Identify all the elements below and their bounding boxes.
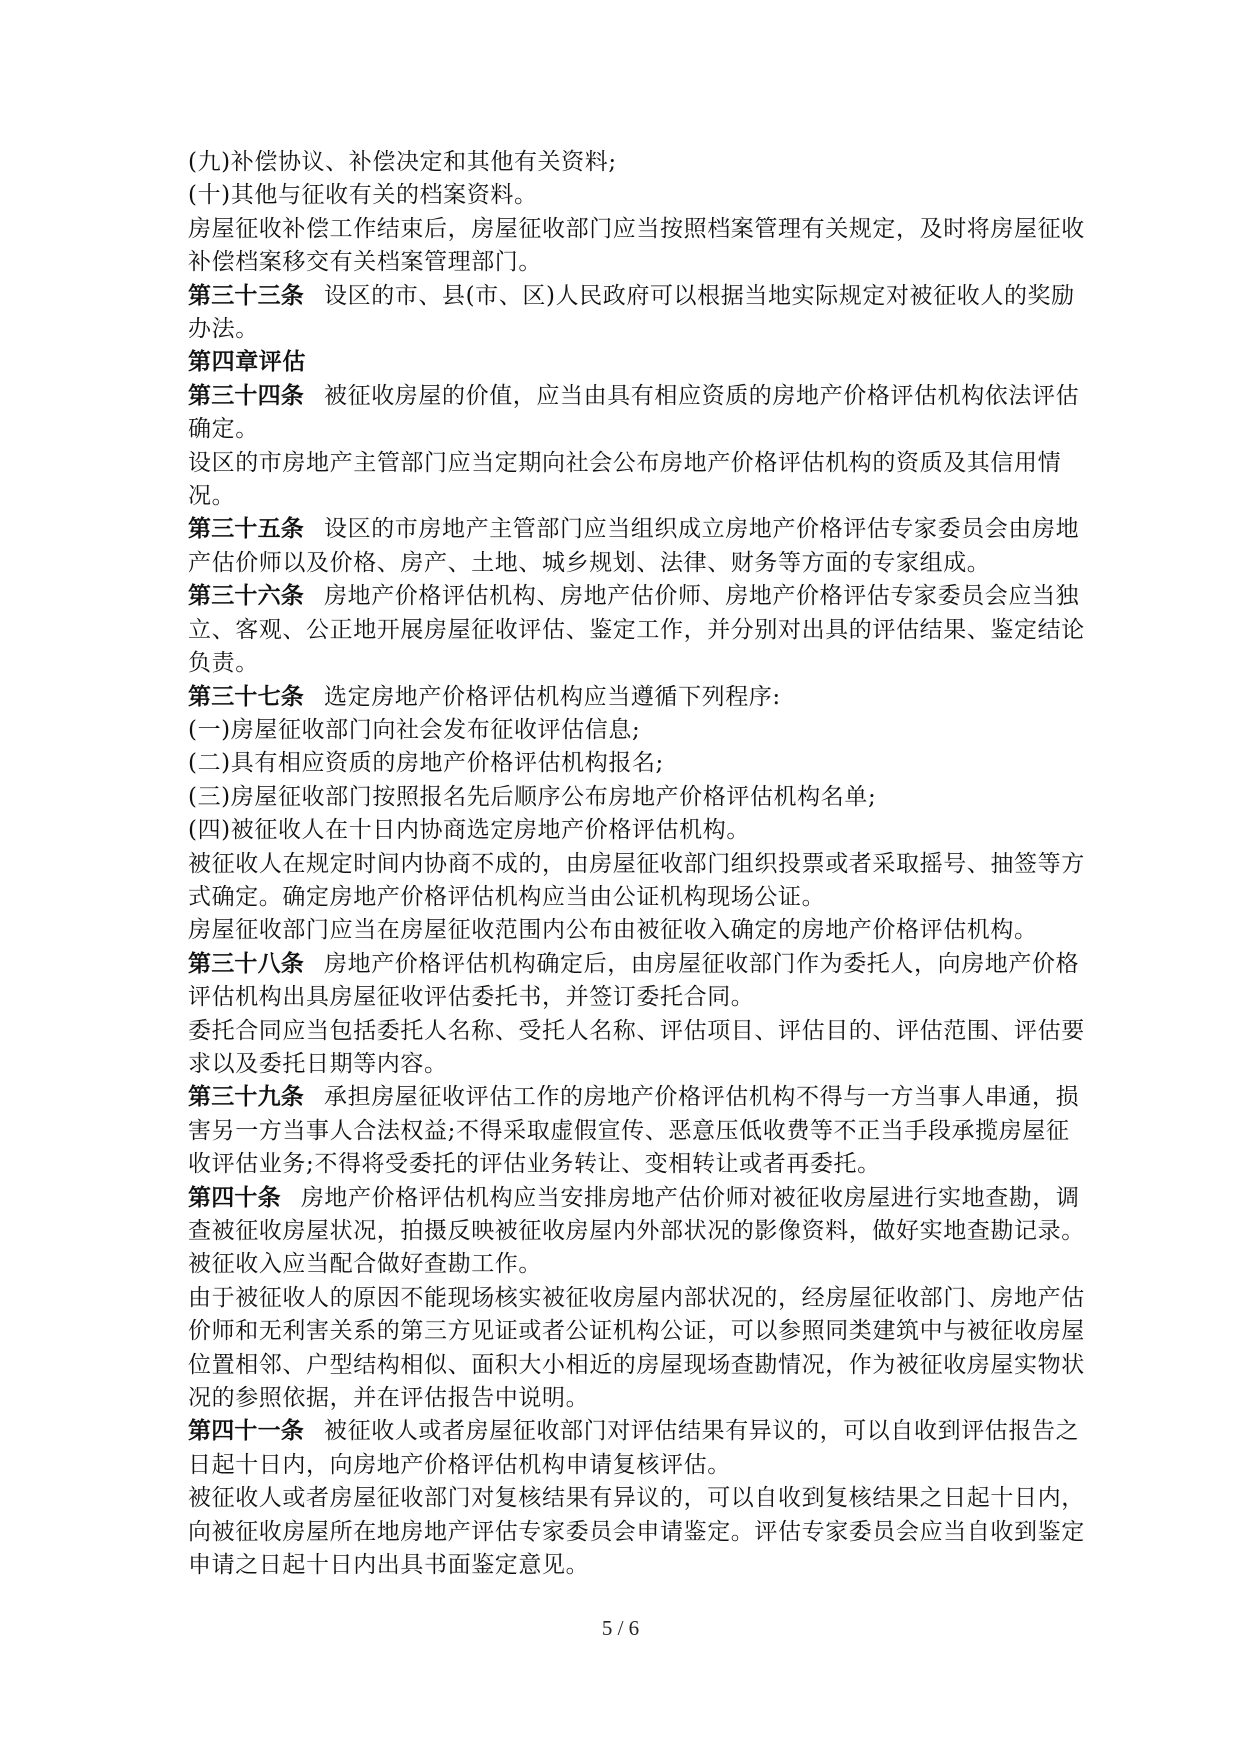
document-body	[188, 146, 1088, 1582]
article-text: 房地产价格评估机构、房地产估价师、房地产价格评估专家委员会应当独立、客观、公正地开展房屋征收评估、鉴定工作，并分别对出具的评估结果、鉴定结论负责。	[188, 583, 1085, 677]
paragraph: 被征收人或者房屋征收部门对复核结果有异议的，可以自收到复核结果之日起十日内，向被征收房屋所在地房地产评估专家委员会申请鉴定。评估专家委员会应当自收到鉴定申请之日起十日内出具书面鉴定意见。	[188, 1485, 1085, 1579]
article-text: 设区的市、县(市、区)人民政府可以根据当地实际规定对被征收人的奖励办法。	[188, 282, 1075, 343]
paragraph: 委托合同应当包括委托人名称、受托人名称、评估项目、评估目的、评估范围、评估要求以及委托日期等内容。	[188, 1017, 1085, 1077]
list-item: (四)被征收人在十日内协商选定房地产价格评估机构。	[188, 817, 750, 844]
list-item: (三)房屋征收部门按照报名先后顺序公布房地产价格评估机构名单;	[188, 783, 877, 810]
article-paragraph	[188, 280, 1088, 347]
article-paragraph	[188, 1182, 1088, 1282]
article-number: 第三十六条	[188, 583, 304, 610]
page-number: 5 / 6	[601, 1616, 640, 1640]
article-paragraph	[188, 948, 1088, 1015]
article-paragraph	[188, 681, 1088, 714]
paragraph: 房屋征收部门应当在房屋征收范围内公布由被征收入确定的房地产价格评估机构。	[188, 917, 1038, 944]
paragraph: (九)补偿协议、补偿决定和其他有关资料;	[188, 149, 617, 175]
list-item: (二)具有相应资质的房地产价格评估机构报名;	[188, 750, 664, 777]
paragraph: 设区的市房地产主管部门应当定期向社会公布房地产价格评估机构的资质及其信用情况。	[188, 449, 1062, 510]
chapter-heading: 第四章评估	[188, 349, 306, 376]
article-paragraph	[188, 1415, 1088, 1482]
article-number: 第三十七条	[188, 683, 304, 710]
article-text: 选定房地产价格评估机构应当遵循下列程序:	[324, 683, 781, 710]
article-number: 第四十条	[188, 1184, 281, 1211]
article-text: 房地产价格评估机构确定后，由房屋征收部门作为委托人，向房地产价格评估机构出具房屋征收评估委托书，并签订委托合同。	[188, 950, 1080, 1011]
article-paragraph	[188, 1081, 1088, 1181]
article-text: 被征收人或者房屋征收部门对评估结果有异议的，可以自收到评估报告之日起十日内，向房地产价格评估机构申请复核评估。	[188, 1418, 1080, 1478]
article-text: 被征收房屋的价值，应当由具有相应资质的房地产价格评估机构依法评估确定。	[188, 382, 1080, 443]
article-paragraph	[188, 580, 1088, 680]
article-number: 第三十五条	[188, 516, 304, 543]
article-text: 承担房屋征收评估工作的房地产价格评估机构不得与一方当事人串通，损害另一方当事人合法权益;不得采取虚假宣传、恶意压低收费等不正当手段承揽房屋征收评估业务;不得将受委托的评估业务转让、变相转让或者再委托。	[188, 1084, 1080, 1178]
article-paragraph	[188, 380, 1088, 447]
article-number: 第四十一条	[188, 1418, 304, 1445]
paragraph: 房屋征收补偿工作结束后，房屋征收部门应当按照档案管理有关规定，及时将房屋征收补偿档案移交有关档案管理部门。	[188, 215, 1085, 276]
paragraph: 被征收人在规定时间内协商不成的，由房屋征收部门组织投票或者采取摇号、抽签等方式确定。确定房地产价格评估机构应当由公证机构现场公证。	[188, 850, 1085, 910]
list-item: (一)房屋征收部门向社会发布征收评估信息;	[188, 716, 641, 743]
article-text: 房地产价格评估机构应当安排房地产估价师对被征收房屋进行实地查勘，调查被征收房屋状况，拍摄反映被征收房屋内外部状况的影像资料，做好实地查勘记录。被征收入应当配合做好查勘工作。	[188, 1184, 1085, 1278]
article-number: 第三十九条	[188, 1084, 304, 1111]
article-number: 第三十八条	[188, 950, 304, 977]
article-paragraph	[188, 513, 1088, 580]
article-text: 设区的市房地产主管部门应当组织成立房地产价格评估专家委员会由房地产估价师以及价格、房产、土地、城乡规划、法律、财务等方面的专家组成。	[188, 516, 1080, 576]
article-number: 第三十四条	[188, 382, 304, 409]
article-number: 第三十三条	[188, 282, 304, 309]
paragraph: 由于被征收人的原因不能现场核实被征收房屋内部状况的，经房屋征收部门、房地产估价师和无利害关系的第三方见证或者公证机构公证，可以参照同类建筑中与被征收房屋位置相邻、户型结构相似、面积大小相近的房屋现场查勘情况，作为被征收房屋实物状况的参照依据，并在评估报告中说明。	[188, 1284, 1085, 1412]
paragraph: (十)其他与征收有关的档案资料。	[188, 182, 538, 209]
